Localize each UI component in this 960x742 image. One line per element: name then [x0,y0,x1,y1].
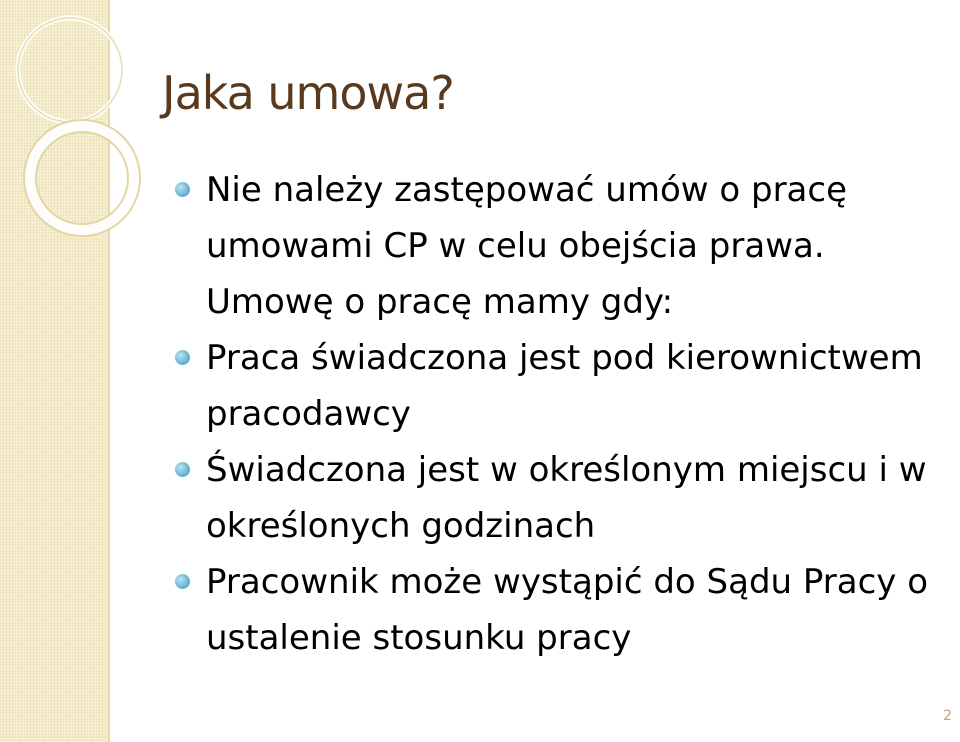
bullet-icon [175,574,190,589]
bullet-item [175,442,935,554]
bullet-item [175,330,935,442]
decorative-rings [0,0,140,260]
page-number: 2 [943,708,952,724]
slide-content [175,162,935,666]
bullet-text: Praca świadczona jest pod kierownictwem pracodawcy [206,338,923,434]
bullet-icon [175,462,190,477]
bullet-text: Pracownik może wystąpić do Sądu Pracy o ustalenie stosunku pracy [206,562,929,658]
bullet-text: Nie należy zastępować umów o pracę umowami CP w celu obejścia prawa. [206,170,848,266]
bullet-icon [175,182,190,197]
bullet-item [175,162,935,274]
bullet-item [175,554,935,666]
subheading-text: Umowę o pracę mamy gdy: [206,282,674,322]
bullet-text: Świadczona jest w określonym miejscu i w określonych godzinach [206,450,927,546]
bullet-icon [175,350,190,365]
slide-title: Jaka umowa? [162,66,454,120]
